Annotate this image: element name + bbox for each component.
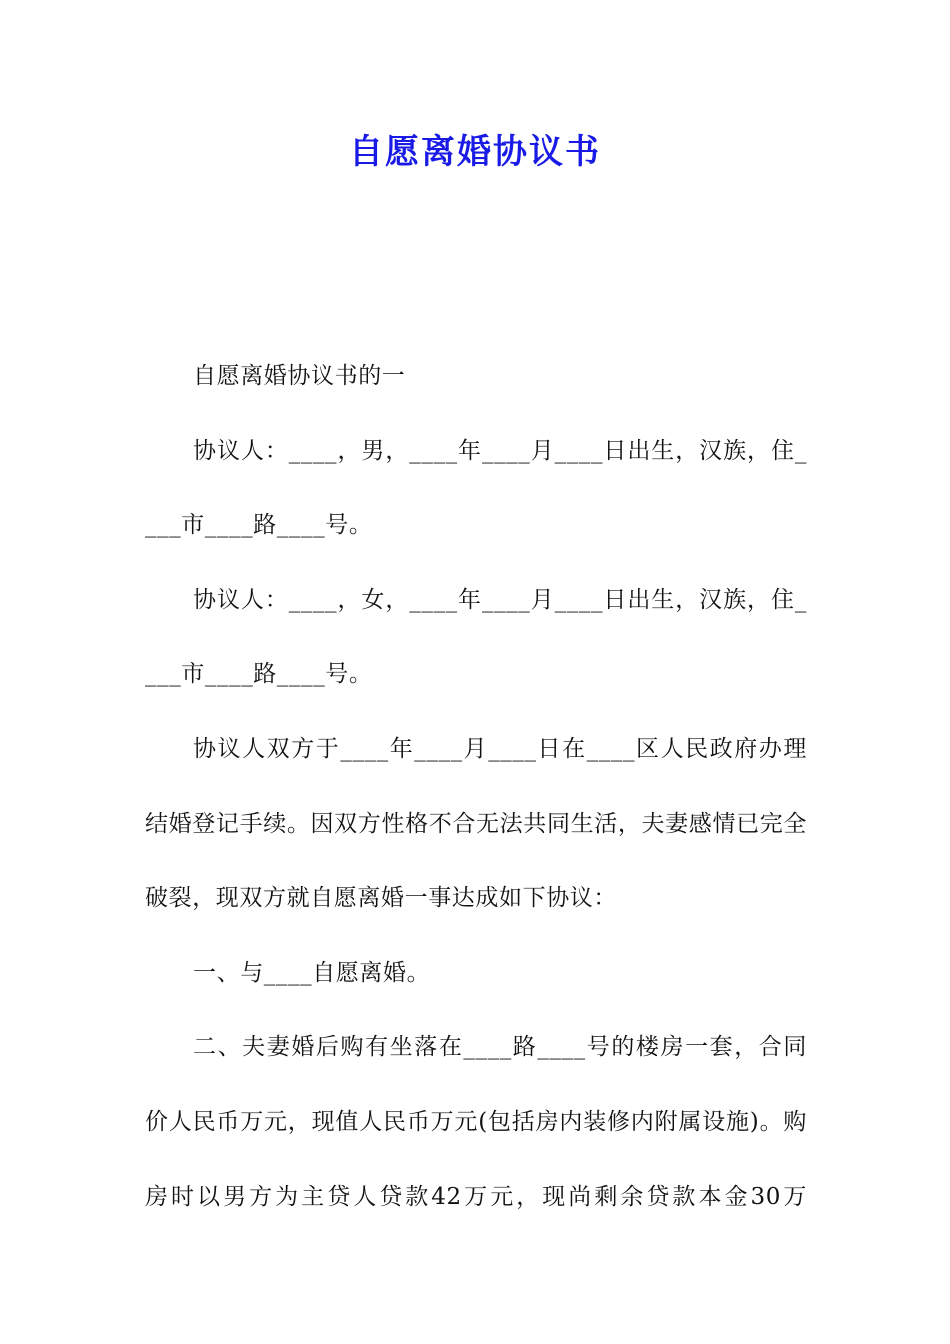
paragraph-party-female: 协议人：____，女，____年____月____日出生，汉族，住____市____路____号。 [145, 586, 807, 688]
document-body [145, 339, 807, 1234]
paragraph-heading: 自愿离婚协议书的一 [193, 363, 406, 389]
document-title: 自愿离婚协议书 [349, 132, 601, 172]
paragraph-clause-two: 二、夫妻婚后购有坐落在____路____号的楼房一套，合同价人民币万元，现值人民币万元(包括房内装修内附属设施)。购房时以男方为主贷人贷款42万元，现尚剩余贷款本金30万 [145, 1034, 807, 1210]
paragraph-clause-one: 一、与____自愿离婚。 [193, 959, 431, 986]
paragraph-marriage-background: 协议人双方于____年____月____日在____区人民政府办理结婚登记手续。因双方性格不合无法共同生活，夫妻感情已完全破裂，现双方就自愿离婚一事达成如下协议： [145, 735, 807, 912]
paragraph-party-male: 协议人：____，男，____年____月____日出生，汉族，住____市____路____号。 [145, 437, 807, 539]
